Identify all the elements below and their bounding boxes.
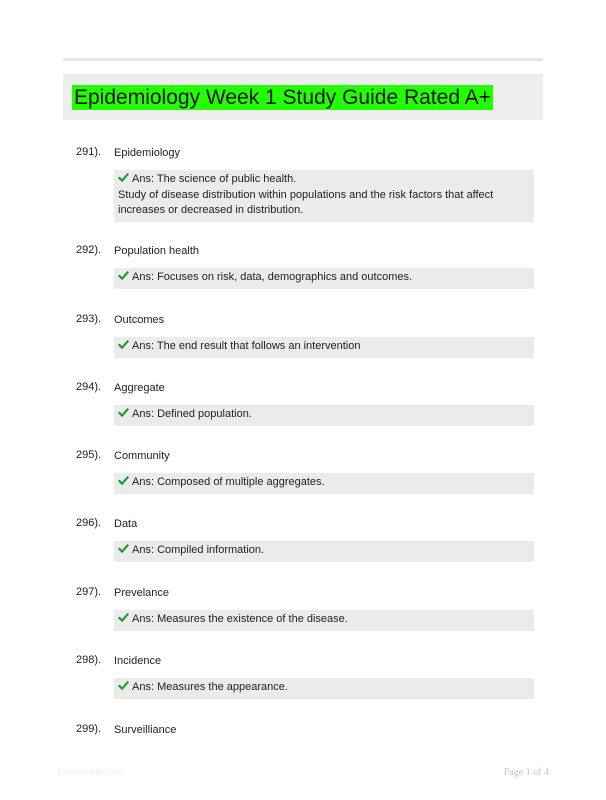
answer-line [118, 270, 530, 286]
answer-box [114, 610, 534, 631]
answer-box [114, 170, 534, 222]
check-icon [118, 680, 129, 691]
question-term: Population health [114, 245, 200, 257]
answer-line [118, 407, 530, 423]
question-number: 298). [76, 654, 102, 666]
check-icon [118, 172, 129, 183]
answer-text: Ans: Defined population. [132, 408, 252, 420]
answer-text: Ans: Measures the existence of the disease. [132, 613, 348, 625]
question-term: Epidemiology [114, 147, 181, 159]
answer-line [118, 475, 530, 491]
answer-box [114, 541, 534, 562]
question-term: Incidence [114, 655, 162, 667]
question-number: 291). [76, 146, 102, 158]
answer-line [118, 680, 530, 696]
question-term: Data [114, 518, 138, 530]
answer-box [114, 473, 534, 494]
question-number: 295). [76, 449, 102, 461]
answer-box [114, 405, 534, 426]
question-number: 296). [76, 517, 102, 529]
check-icon [118, 270, 129, 281]
answer-text: Ans: The science of public health. [132, 173, 297, 185]
answer-line [118, 543, 530, 559]
answer-text: Ans: Measures the appearance. [132, 681, 288, 693]
question-term: Surveilliance [114, 724, 177, 736]
answer-box [114, 268, 534, 289]
answer-line [118, 172, 530, 188]
answer-line [118, 203, 530, 219]
question-term: Aggregate [114, 382, 165, 394]
answer-text: Ans: Composed of multiple aggregates. [132, 476, 325, 488]
answer-text: Study of disease distribution within populations and the risk factors that affect [118, 188, 494, 201]
page-number: Page 1 of 4 [503, 767, 549, 778]
answer-line [118, 188, 530, 204]
question-number: 297). [76, 586, 102, 598]
top-divider [63, 58, 543, 61]
question-number: 293). [76, 313, 102, 325]
answer-box [114, 337, 534, 358]
question-term: Prevelance [114, 587, 170, 599]
footer-watermark: PaperWebs.com [58, 767, 125, 777]
title-panel [63, 74, 543, 120]
answer-text: Ans: Focuses on risk, data, demographics and outcomes. [132, 271, 413, 283]
answer-text: Ans: Compiled information. [132, 544, 265, 556]
answer-text: Ans: The end result that follows an intervention [132, 340, 361, 352]
question-term: Community [114, 450, 170, 462]
check-icon [118, 339, 129, 350]
page-title: Epidemiology Week 1 Study Guide Rated A+ [74, 86, 491, 109]
question-number: 299). [76, 723, 102, 735]
question-number: 294). [76, 381, 102, 393]
answer-line [118, 339, 530, 355]
check-icon [118, 612, 129, 623]
check-icon [118, 407, 129, 418]
question-number: 292). [76, 244, 102, 256]
question-term: Outcomes [114, 314, 165, 326]
answer-line [118, 612, 530, 628]
check-icon [118, 475, 129, 486]
check-icon [118, 543, 129, 554]
answer-box [114, 678, 534, 699]
answer-text: increases or decreased in distribution. [118, 204, 304, 216]
